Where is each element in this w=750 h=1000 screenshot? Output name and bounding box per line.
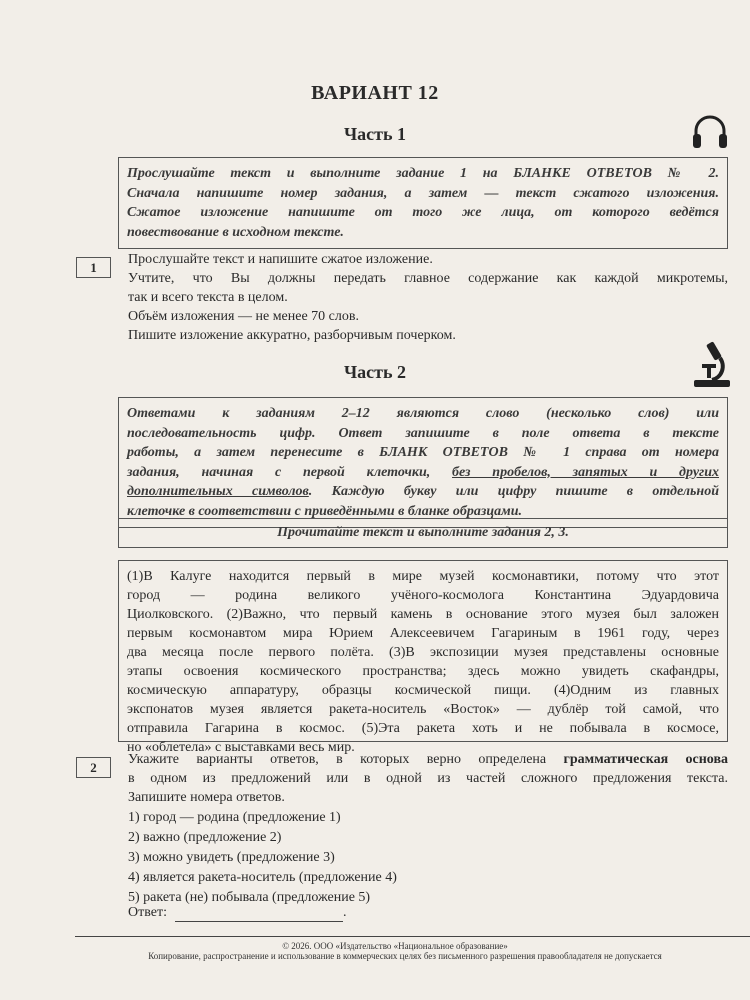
instruction-text: . Каждую букву или цифру пишите в отдельной — [308, 484, 719, 499]
underlined-text: дополнительных символов — [127, 484, 309, 499]
passage-line: город — родина великого учёного-космолога Константина Эдуардовича — [127, 588, 719, 603]
answer-period: . — [342, 905, 347, 920]
option-4: 4) является ракета-носитель (предложение 4) — [128, 870, 397, 885]
instruction-line: Сжатое изложение напишите от того же лица, от которого ведётся — [127, 205, 719, 220]
task-line: Прослушайте текст и напишите сжатое изложение. — [128, 252, 433, 267]
instruction-text: задания, начиная с первой клеточки, — [127, 464, 453, 480]
instruction-line: Ответами к заданиям 2–12 являются слово (несколько слов) или — [127, 406, 719, 421]
part2-heading: Часть 2 — [343, 362, 407, 382]
footer-divider — [75, 936, 750, 937]
task-number-2: 2 — [76, 757, 111, 778]
option-3: 3) можно увидеть (предложение 3) — [128, 850, 335, 865]
read-instruction: Прочитайте текст и выполните задания 2, 3. — [118, 518, 728, 548]
passage-line: первым космонавтом мира Юрием Алексеевичем Гагариным в 1961 году, через — [127, 626, 719, 641]
instruction-line: повествование в исходном тексте. — [127, 224, 344, 240]
answer-label: Ответ: — [128, 905, 167, 920]
passage-line: (1)В Калуге находится первый в мире музей космонавтики, потому что этот — [127, 569, 719, 584]
instruction-line — [127, 482, 719, 502]
instruction-line — [127, 463, 719, 483]
answer-row — [128, 903, 346, 922]
task1-text — [128, 250, 728, 345]
task2-text — [128, 750, 728, 807]
passage-line: но «облетела» с выставками весь мир. — [127, 740, 355, 755]
task-line: Учтите, что Вы должны передать главное содержание как каждой микротемы, — [128, 271, 728, 286]
part1-heading: Часть 1 — [343, 124, 407, 144]
footer-copyright: © 2026. ООО «Издательство «Национальное образование» — [282, 941, 508, 951]
task-line: так и всего текста в целом. — [128, 290, 288, 305]
instruction-line: работы, а затем перенесите в БЛАНК ОТВЕТОВ № 1 справа от номера — [127, 445, 719, 460]
passage-line: Циолковского. (2)Важно, что первый камень в основание этого музея был заложен — [127, 607, 719, 622]
instruction-line: Сначала напишите номер задания, а затем — текст сжатого изложения. — [127, 185, 719, 201]
task-line: Объём изложения — не менее 70 слов. — [128, 309, 359, 324]
variant-title: ВАРИАНТ 12 — [311, 82, 439, 104]
answer-field[interactable] — [175, 905, 343, 922]
passage-line: экспонатов музея является ракета-носитель «Восток» — дублёр той самой, что — [127, 702, 719, 717]
underlined-text: без пробелов, запятых и других — [452, 464, 719, 480]
passage-line: этапы освоения космического пространства; здесь можно увидеть скафандры, — [127, 664, 719, 679]
option-1: 1) город — родина (предложение 1) — [128, 810, 341, 825]
passage-line: два месяца после первого полёта. (3)В экспозиции музея представлены основные — [127, 645, 719, 660]
bold-term: грамматическая основа — [563, 752, 729, 767]
task-line: Пишите изложение аккуратно, разборчивым почерком. — [128, 328, 456, 343]
task-line: Запишите номера ответов. — [128, 790, 285, 805]
option-5: 5) ракета (не) побывала (предложение 5) — [128, 890, 371, 905]
headphones-icon — [690, 113, 730, 151]
footer-notice: Копирование, распространение и использование в коммерческих целях без письменного разрешения правообладателя не допускается — [148, 951, 662, 961]
task-line — [128, 750, 728, 769]
task-line: в одном из предложений или в одной из частей сложного предложения текста. — [128, 771, 728, 786]
passage-box — [118, 560, 728, 755]
task-number-1: 1 — [76, 257, 111, 278]
instruction-line: клеточке в соответствии с приведёнными в бланке образцами. — [127, 503, 523, 519]
option-2: 2) важно (предложение 2) — [128, 830, 282, 845]
task-text: Укажите варианты ответов, в которых верно определена — [128, 752, 564, 767]
passage-line: космическую аппаратуру, образцы космической пищи. (4)Одним из главных — [127, 683, 719, 698]
microscope-icon — [690, 340, 734, 390]
passage-line: отправила Гагарина в космос. (5)Эта ракета хоть и не побывала в космосе, — [127, 721, 719, 736]
answer-options — [128, 808, 397, 908]
instruction-line: последовательность цифр. Ответ запишите в поле ответа в тексте — [127, 425, 719, 441]
part2-instructions — [118, 397, 728, 528]
instruction-line: Прослушайте текст и выполните задание 1 на БЛАНКЕ ОТВЕТОВ № 2. — [127, 166, 719, 181]
part1-instructions — [118, 157, 728, 249]
